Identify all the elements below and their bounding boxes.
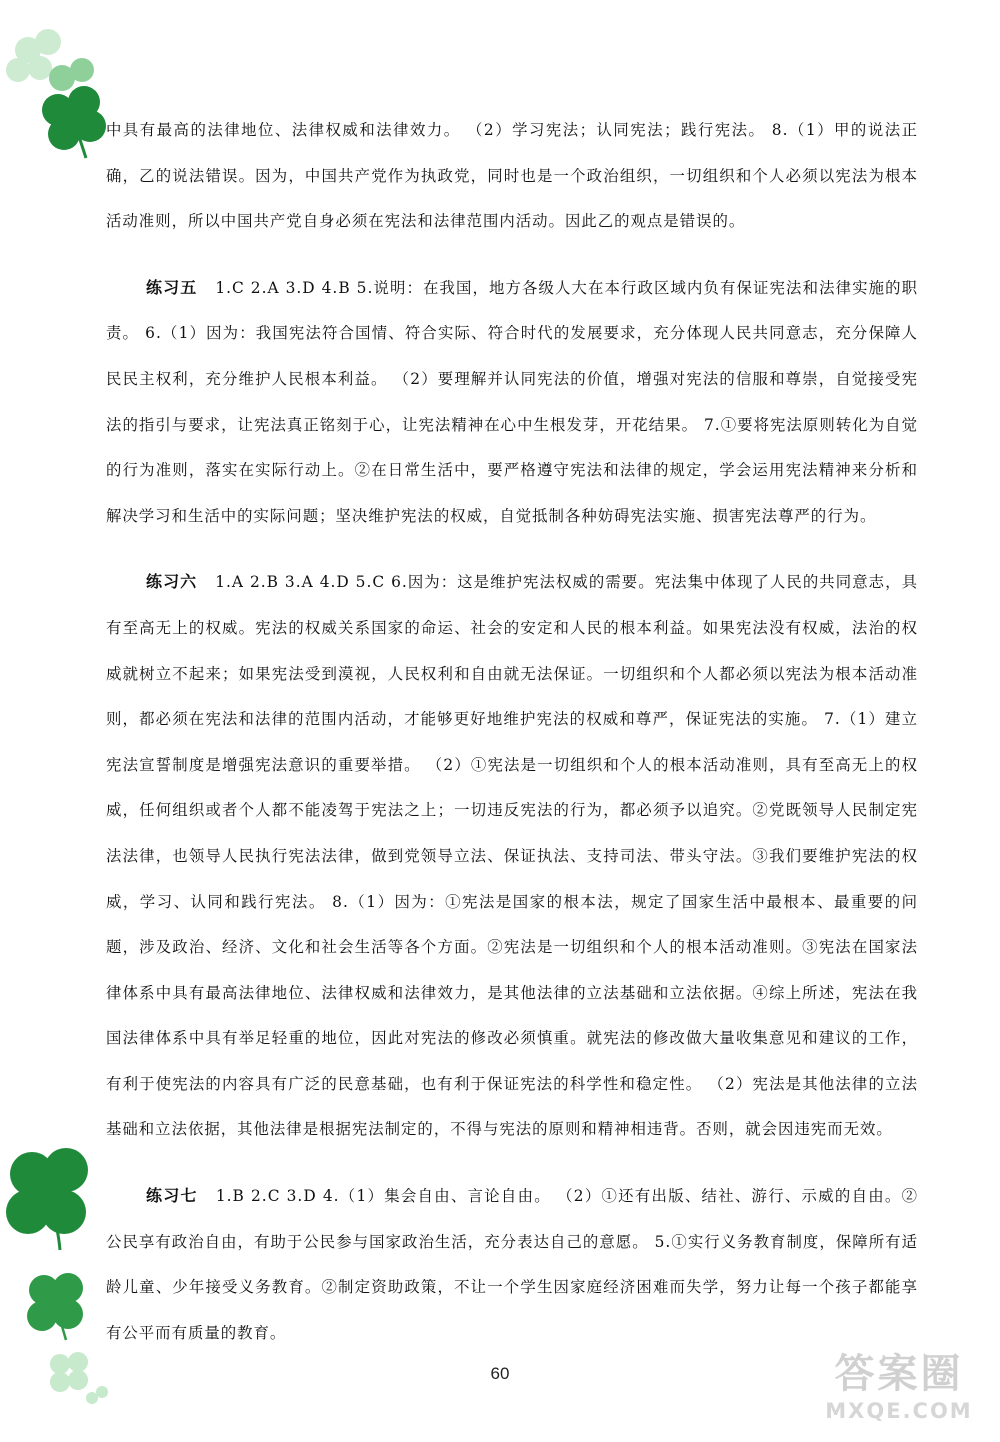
exercise-7-text [106,1173,918,1356]
exercise-6-title: 练习六 [146,572,198,592]
page-content [106,108,918,1376]
exercise-5-title: 练习五 [146,277,198,297]
exercise-6-text [106,559,918,1153]
watermark-url-text: MXQE.COM [825,1399,973,1423]
exercise-5-text [106,265,918,540]
exercise-7-section [106,1173,918,1356]
watermark-logo [808,1350,990,1436]
exercise-5-section [106,265,918,540]
exercise-7-title: 练习七 [146,1186,198,1206]
exercise-6-section [106,559,918,1153]
exercise-5-body: 1.C 2.A 3.D 4.B 5.说明：在我国，地方各级人大在本行政区域内负有保证宪法和法律实施的职责。 6.（1）因为：我国宪法符合国情、符合实际、符合时代的发展要求，充分体现人民共同意志，充分保障人民民主权利，充分维护人民根本利益。 （2）要理解并认同宪法的价值，增强对宪法的信服和尊崇，自觉接受宪法的指引与要求，让宪法真正铭刻于心，让宪法精神在心中生根发芽，开花结果。 7.①要将宪法原则转化为自觉的行为准则，落实在实际行动上。②在日常生活中，要严格遵守宪法和法律的规定，学会运用宪法精神来分析和解决学习和生活中的实际问题；坚决维护宪法的权威，自觉抵制各种妨碍宪法实施、损害宪法尊严的行为。 [106,278,918,525]
continued-paragraph: 中具有最高的法律地位、法律权威和法律效力。 （2）学习宪法；认同宪法；践行宪法。 8.（1）甲的说法正确，乙的说法错误。因为，中国共产党作为执政党，同时也是一个政治组织，一切组织和个人必须以宪法为根本活动准则，所以中国共产党自身必须在宪法和法律范围内活动。因此乙的观点是错误的。 [106,121,918,231]
exercise-6-body: 1.A 2.B 3.A 4.D 5.C 6.因为：这是维护宪法权威的需要。宪法集中体现了人民的共同意志，具有至高无上的权威。宪法的权威关系国家的命运、社会的安定和人民的根本利益。如果宪法没有权威，法治的权威就树立不起来；如果宪法受到漠视，人民权利和自由就无法保证。一切组织和个人都必须以宪法为根本活动准则，都必须在宪法和法律的范围内活动，才能够更好地维护宪法的权威和尊严，保证宪法的实施。 7.（1）建立宪法宣誓制度是增强宪法意识的重要举措。 （2）①宪法是一切组织和个人的根本活动准则，具有至高无上的权威，任何组织或者个人都不能凌驾于宪法之上；一切违反宪法的行为，都必须予以追究。②党既领导人民制定宪法法律，也领导人民执行宪法法律，做到党领导立法、保证执法、支持司法、带头守法。③我们要维护宪法的权威，学习、认同和践行宪法。 8.（1）因为：①宪法是国家的根本法，规定了国家生活中最根本、最重要的问题，涉及政治、经济、文化和社会生活等各个方面。②宪法是一切组织和个人的根本活动准则。③宪法在国家法律体系中具有最高法律地位、法律权威和法律效力，是其他法律的立法基础和立法依据。④综上所述，宪法在我国法律体系中具有举足轻重的地位，因此对宪法的修改必须慎重。就宪法的修改做大量收集意见和建议的工作，有利于使宪法的内容具有广泛的民意基础，也有利于保证宪法的科学性和稳定性。 （2）宪法是其他法律的立法基础和立法依据，其他法律是根据宪法制定的，不得与宪法的原则和精神相违背。否则，就会因违宪而无效。 [106,573,918,1139]
watermark-logo-text: 答案圈 [834,1351,964,1397]
clover-decoration-top-left [0,20,120,160]
page-number: 60 [490,1364,510,1383]
exercise-7-body: 1.B 2.C 3.D 4.（1）集会自由、言论自由。 （2）①还有出版、结社、游行、示威的自由。②公民享有政治自由，有助于公民参与国家政治生活，充分表达自己的意愿。 5.①实行义务教育制度，保障所有适龄儿童、少年接受义务教育。②制定资助政策，不让一个学生因家庭经济困难而失学，努力让每一个孩子都能享有公平而有质量的教育。 [106,1187,918,1342]
